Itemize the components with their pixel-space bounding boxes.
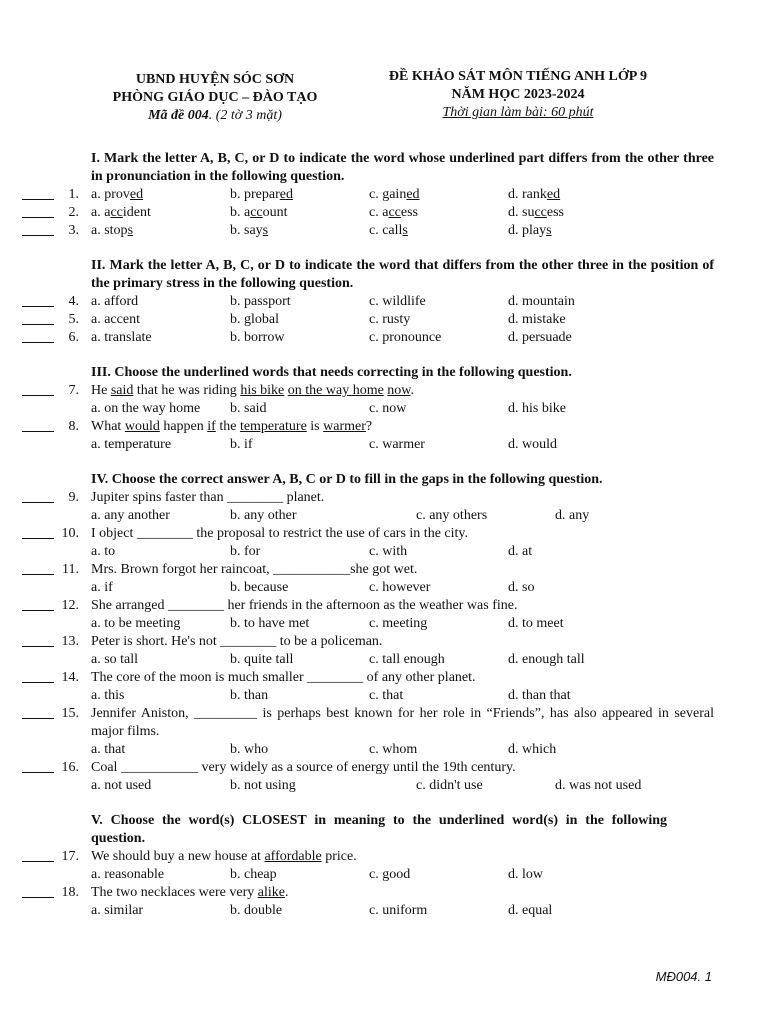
option-text: c. a <box>369 205 389 220</box>
option-text: b. prepar <box>230 187 280 202</box>
underlined-part: cc <box>388 205 401 220</box>
option-text: d. than that <box>508 688 571 703</box>
option-c[interactable] <box>369 543 407 561</box>
underlined-part: s <box>127 223 134 238</box>
time-allowed: Thời gian làm bài: 60 phút <box>442 105 594 120</box>
stem-text: price. <box>321 849 357 864</box>
question-number: 15. <box>61 706 79 721</box>
option-c[interactable] <box>369 400 406 418</box>
question-number: 12. <box>61 598 79 613</box>
option-text: c. uniform <box>369 903 428 918</box>
question-stem <box>91 418 714 436</box>
option-d[interactable] <box>508 329 572 347</box>
question-number: 17. <box>61 849 79 864</box>
underlined-part: s <box>402 223 408 238</box>
option-b[interactable] <box>230 436 253 454</box>
option-c[interactable] <box>416 507 487 525</box>
option-text: c. tall enough <box>369 652 445 667</box>
option-a[interactable] <box>91 741 125 759</box>
option-text: d. his bike <box>508 401 566 416</box>
option-b[interactable] <box>230 329 284 347</box>
option-text: c. that <box>369 688 404 703</box>
option-a[interactable] <box>91 579 113 597</box>
option-b[interactable] <box>230 400 267 418</box>
underlined-word: said <box>110 383 134 398</box>
option-text: b. than <box>230 688 269 703</box>
option-c[interactable] <box>369 615 427 633</box>
options-row <box>22 579 714 597</box>
option-text: d. su <box>508 205 535 220</box>
option-text: d. low <box>508 867 543 882</box>
option-text: d. at <box>508 544 533 559</box>
option-d[interactable] <box>508 687 571 705</box>
underlined-part: ed <box>279 187 293 202</box>
option-c[interactable] <box>369 902 427 920</box>
option-text: b. if <box>230 437 253 452</box>
section-title: III. Choose the underlined words that needs correcting in the following question. <box>91 365 572 380</box>
option-b[interactable] <box>230 902 282 920</box>
option-text: d. would <box>508 437 557 452</box>
stem-text: I object ________ the proposal to restrict the use of cars in the city. <box>91 526 468 541</box>
option-text: a. not used <box>91 778 152 793</box>
option-c[interactable] <box>369 311 410 329</box>
option-d[interactable] <box>508 436 557 454</box>
question-stem <box>91 705 714 741</box>
option-text: a. so tall <box>91 652 139 667</box>
option-c[interactable] <box>369 222 408 240</box>
options-row <box>22 741 714 759</box>
question-17 <box>22 848 714 866</box>
option-text: b. cheap <box>230 867 277 882</box>
options-row <box>22 866 714 884</box>
options-row <box>22 543 714 561</box>
option-text: b. any other <box>230 508 297 523</box>
option-text: b. quite tall <box>230 652 294 667</box>
question-stem <box>91 884 714 902</box>
options-row <box>22 902 714 920</box>
option-text: b. say <box>230 223 263 238</box>
option-text: c. meeting <box>369 616 428 631</box>
question-9 <box>22 489 714 507</box>
underlined-part: cc <box>110 205 123 220</box>
question-number: 13. <box>61 634 79 649</box>
option-d[interactable] <box>508 293 575 311</box>
section-spacer <box>22 347 714 364</box>
header-left <box>95 71 335 125</box>
option-text: c. rusty <box>369 312 411 327</box>
underlined-part: s <box>546 223 552 238</box>
section-spacer <box>22 454 714 471</box>
option-d[interactable] <box>555 507 589 525</box>
option-text: b. global <box>230 312 279 327</box>
stem-text: He <box>91 383 111 398</box>
option-text: a. accent <box>91 312 140 327</box>
underlined-word: if <box>207 419 216 434</box>
option-text: b. double <box>230 903 283 918</box>
option-text: d. any <box>555 508 590 523</box>
underlined-word: now <box>387 383 411 398</box>
option-b[interactable] <box>230 579 288 597</box>
option-text: c. pronounce <box>369 330 442 345</box>
stem-text: We should buy a new house at <box>91 849 265 864</box>
option-b[interactable] <box>230 543 260 561</box>
stem-text: What <box>91 419 125 434</box>
options-row <box>22 507 714 525</box>
underlined-word: temperature <box>239 419 307 434</box>
section-spacer <box>22 795 714 812</box>
underlined-word: alike <box>257 885 285 900</box>
option-text: a. prov <box>91 187 130 202</box>
option-text: c. call <box>369 223 403 238</box>
stem-text: The two necklaces were very <box>91 885 258 900</box>
option-d[interactable] <box>508 222 552 240</box>
option-a[interactable] <box>91 311 140 329</box>
option-text: c. whom <box>369 742 418 757</box>
underlined-word: affordable <box>264 849 322 864</box>
option-text: c. didn't use <box>416 778 483 793</box>
option-text: ident <box>122 205 151 220</box>
option-b[interactable] <box>230 293 291 311</box>
option-text: a. on the way home <box>91 401 201 416</box>
question-13 <box>22 633 714 651</box>
option-a[interactable] <box>91 866 164 884</box>
option-text: a. translate <box>91 330 152 345</box>
option-b[interactable] <box>230 615 309 633</box>
question-6 <box>22 329 714 347</box>
option-text: b. to have met <box>230 616 310 631</box>
exam-content <box>22 150 714 920</box>
underlined-word: would <box>124 419 160 434</box>
stem-text: She arranged ________ her friends in the afternoon as the weather was fine. <box>91 598 518 613</box>
question-number: 14. <box>61 670 79 685</box>
option-text: c. gain <box>369 187 407 202</box>
option-text: c. wildlife <box>369 294 426 309</box>
question-stem <box>91 382 714 400</box>
option-b[interactable] <box>230 204 288 222</box>
option-c[interactable] <box>369 866 410 884</box>
question-number: 5. <box>68 312 79 327</box>
underlined-part: ed <box>406 187 420 202</box>
option-text: d. mountain <box>508 294 575 309</box>
stem-text: Jennifer Aniston, _________ is perhaps best known for her role in “Friends”, has also appeared in several major films. <box>91 706 714 739</box>
question-number: 11. <box>62 562 79 577</box>
question-stem <box>91 561 714 579</box>
stem-text: that he was riding <box>133 383 241 398</box>
question-16 <box>22 759 714 777</box>
option-text: b. a <box>230 205 251 220</box>
question-number: 3. <box>68 223 79 238</box>
options-row <box>22 436 714 454</box>
option-text: d. equal <box>508 903 553 918</box>
department-name: PHÒNG GIÁO DỤC – ĐÀO TẠO <box>112 90 318 105</box>
question-stem <box>91 525 714 543</box>
option-a[interactable] <box>91 902 143 920</box>
section-title: IV. Choose the correct answer A, B, C or D to fill in the gaps in the following question. <box>91 472 603 487</box>
option-c[interactable] <box>369 741 417 759</box>
exam-code-rest: . (2 tờ 3 mặt) <box>208 108 282 123</box>
option-b[interactable] <box>230 866 277 884</box>
underlined-word: warmer <box>323 419 366 434</box>
question-4 <box>22 293 714 311</box>
question-number: 4. <box>68 294 79 309</box>
underlined-part: cc <box>250 205 263 220</box>
option-text: a. temperature <box>91 437 172 452</box>
section-title: II. Mark the letter A, B, C, or D to indicate the word that differs from the other three in the position of the primary stress in the following question. <box>91 258 714 291</box>
options-row <box>22 687 714 705</box>
option-text: c. however <box>369 580 431 595</box>
option-d[interactable] <box>555 777 641 795</box>
option-a[interactable] <box>91 651 138 669</box>
option-b[interactable] <box>230 311 279 329</box>
stem-text: Peter is short. He's not ________ to be a policeman. <box>91 634 383 649</box>
option-text: a. a <box>91 205 111 220</box>
option-d[interactable] <box>508 651 585 669</box>
option-d[interactable] <box>508 186 560 204</box>
option-a[interactable] <box>91 615 180 633</box>
question-number: 9. <box>68 490 79 505</box>
options-row <box>22 777 714 795</box>
option-b[interactable] <box>230 507 296 525</box>
option-text: d. mistake <box>508 312 566 327</box>
underlined-part: cc <box>534 205 547 220</box>
option-text: ess <box>546 205 565 220</box>
option-text: a. if <box>91 580 113 595</box>
option-a[interactable] <box>91 777 151 795</box>
option-text: a. to be meeting <box>91 616 181 631</box>
question-3 <box>22 222 714 240</box>
option-text: d. rank <box>508 187 547 202</box>
option-d[interactable] <box>508 741 556 759</box>
question-stem <box>91 848 714 866</box>
options-row <box>22 615 714 633</box>
option-c[interactable] <box>369 329 441 347</box>
district-name: UBND HUYỆN SÓC SƠN <box>135 72 295 87</box>
option-text: b. passport <box>230 294 291 309</box>
option-a[interactable] <box>91 222 133 240</box>
question-12 <box>22 597 714 615</box>
option-text: ess <box>400 205 418 220</box>
option-text: d. was not used <box>555 778 642 793</box>
stem-text: the <box>215 419 240 434</box>
question-number: 1. <box>68 187 79 202</box>
question-stem <box>91 597 714 615</box>
option-a[interactable] <box>91 400 200 418</box>
option-b[interactable] <box>230 687 268 705</box>
underlined-word: on the way home <box>287 383 384 398</box>
question-stem <box>91 489 714 507</box>
option-text: d. to meet <box>508 616 564 631</box>
option-c[interactable] <box>369 436 425 454</box>
option-d[interactable] <box>508 543 532 561</box>
option-b[interactable] <box>230 777 296 795</box>
option-a[interactable] <box>91 204 151 222</box>
options-row <box>22 400 714 418</box>
option-text: d. which <box>508 742 557 757</box>
question-8 <box>22 418 714 436</box>
option-text: c. warmer <box>369 437 425 452</box>
option-d[interactable] <box>508 615 564 633</box>
stem-text: . <box>284 885 289 900</box>
option-text: c. with <box>369 544 408 559</box>
option-a[interactable] <box>91 329 152 347</box>
underlined-part: ed <box>546 187 561 202</box>
question-number: 10. <box>61 526 79 541</box>
option-text: d. enough tall <box>508 652 585 667</box>
question-stem <box>91 759 714 777</box>
option-text: b. said <box>230 401 267 416</box>
option-c[interactable] <box>369 579 430 597</box>
underlined-part: ed <box>129 187 144 202</box>
stem-text: is <box>306 419 324 434</box>
option-a[interactable] <box>91 293 138 311</box>
option-d[interactable] <box>508 311 566 329</box>
option-b[interactable] <box>230 222 268 240</box>
option-c[interactable] <box>369 687 403 705</box>
question-14 <box>22 669 714 687</box>
option-text: a. any another <box>91 508 170 523</box>
question-2 <box>22 204 714 222</box>
option-text: b. for <box>230 544 261 559</box>
option-c[interactable] <box>369 204 418 222</box>
option-text: c. any others <box>416 508 488 523</box>
stem-text: ? <box>365 419 373 434</box>
option-text: a. reasonable <box>91 867 165 882</box>
exam-title: ĐỀ KHẢO SÁT MÔN TIẾNG ANH LỚP 9 <box>388 69 648 84</box>
option-text: a. that <box>91 742 126 757</box>
stem-text: happen <box>159 419 208 434</box>
option-text: a. this <box>91 688 125 703</box>
question-1 <box>22 186 714 204</box>
stem-text: Mrs. Brown forgot her raincoat, ___________she got wet. <box>91 562 418 577</box>
option-c[interactable] <box>369 293 426 311</box>
exam-code-bold: Mã đề 004 <box>148 108 209 123</box>
question-number: 7. <box>68 383 79 398</box>
option-b[interactable] <box>230 651 293 669</box>
underlined-part: s <box>262 223 269 238</box>
option-text: b. not using <box>230 778 296 793</box>
option-text: a. stop <box>91 223 128 238</box>
question-10 <box>22 525 714 543</box>
option-d[interactable] <box>508 579 534 597</box>
question-number: 2. <box>68 205 79 220</box>
option-c[interactable] <box>369 651 445 669</box>
option-d[interactable] <box>508 902 552 920</box>
option-c[interactable] <box>369 186 420 204</box>
option-text: c. now <box>369 401 407 416</box>
stem-text: Coal ___________ very widely as a source of energy until the 19th century. <box>91 760 516 775</box>
option-text: a. similar <box>91 903 144 918</box>
option-text: d. play <box>508 223 547 238</box>
option-text: d. so <box>508 580 535 595</box>
question-stem <box>91 633 714 651</box>
option-b[interactable] <box>230 741 268 759</box>
option-a[interactable] <box>91 543 115 561</box>
page-footer: MĐ004. 1 <box>655 969 712 984</box>
option-a[interactable] <box>91 687 124 705</box>
option-text: ount <box>262 205 288 220</box>
question-number: 16. <box>61 760 79 775</box>
option-text: d. persuade <box>508 330 572 345</box>
option-text: a. afford <box>91 294 139 309</box>
options-row <box>22 651 714 669</box>
question-number: 18. <box>61 885 79 900</box>
option-a[interactable] <box>91 186 143 204</box>
question-5 <box>22 311 714 329</box>
option-text: b. because <box>230 580 289 595</box>
section-spacer <box>22 240 714 257</box>
exam-code <box>95 107 335 125</box>
question-stem <box>91 669 714 687</box>
question-number: 6. <box>68 330 79 345</box>
stem-text: . <box>410 383 414 398</box>
stem-text: The core of the moon is much smaller ________ of any other planet. <box>91 670 476 685</box>
question-number: 8. <box>68 419 79 434</box>
question-11 <box>22 561 714 579</box>
option-text: c. good <box>369 867 411 882</box>
option-text: b. borrow <box>230 330 285 345</box>
option-text: a. to <box>91 544 116 559</box>
option-a[interactable] <box>91 507 170 525</box>
section-title: V. Choose the word(s) CLOSEST in meaning to the underlined word(s) in the following question. <box>91 813 667 846</box>
option-b[interactable] <box>230 186 293 204</box>
option-text: b. who <box>230 742 269 757</box>
stem-text: Jupiter spins faster than ________ planet. <box>91 490 325 505</box>
option-d[interactable] <box>508 400 566 418</box>
question-18 <box>22 884 714 902</box>
underlined-word: his bike <box>240 383 285 398</box>
option-a[interactable] <box>91 436 171 454</box>
question-7 <box>22 382 714 400</box>
option-c[interactable] <box>416 777 483 795</box>
school-year: NĂM HỌC 2023-2024 <box>451 87 585 102</box>
option-d[interactable] <box>508 866 543 884</box>
header-right <box>368 68 668 122</box>
question-15 <box>22 705 714 741</box>
section-title: I. Mark the letter A, B, C, or D to indicate the word whose underlined part differs from the other three in pronunciation in the following question. <box>91 151 714 184</box>
option-d[interactable] <box>508 204 564 222</box>
